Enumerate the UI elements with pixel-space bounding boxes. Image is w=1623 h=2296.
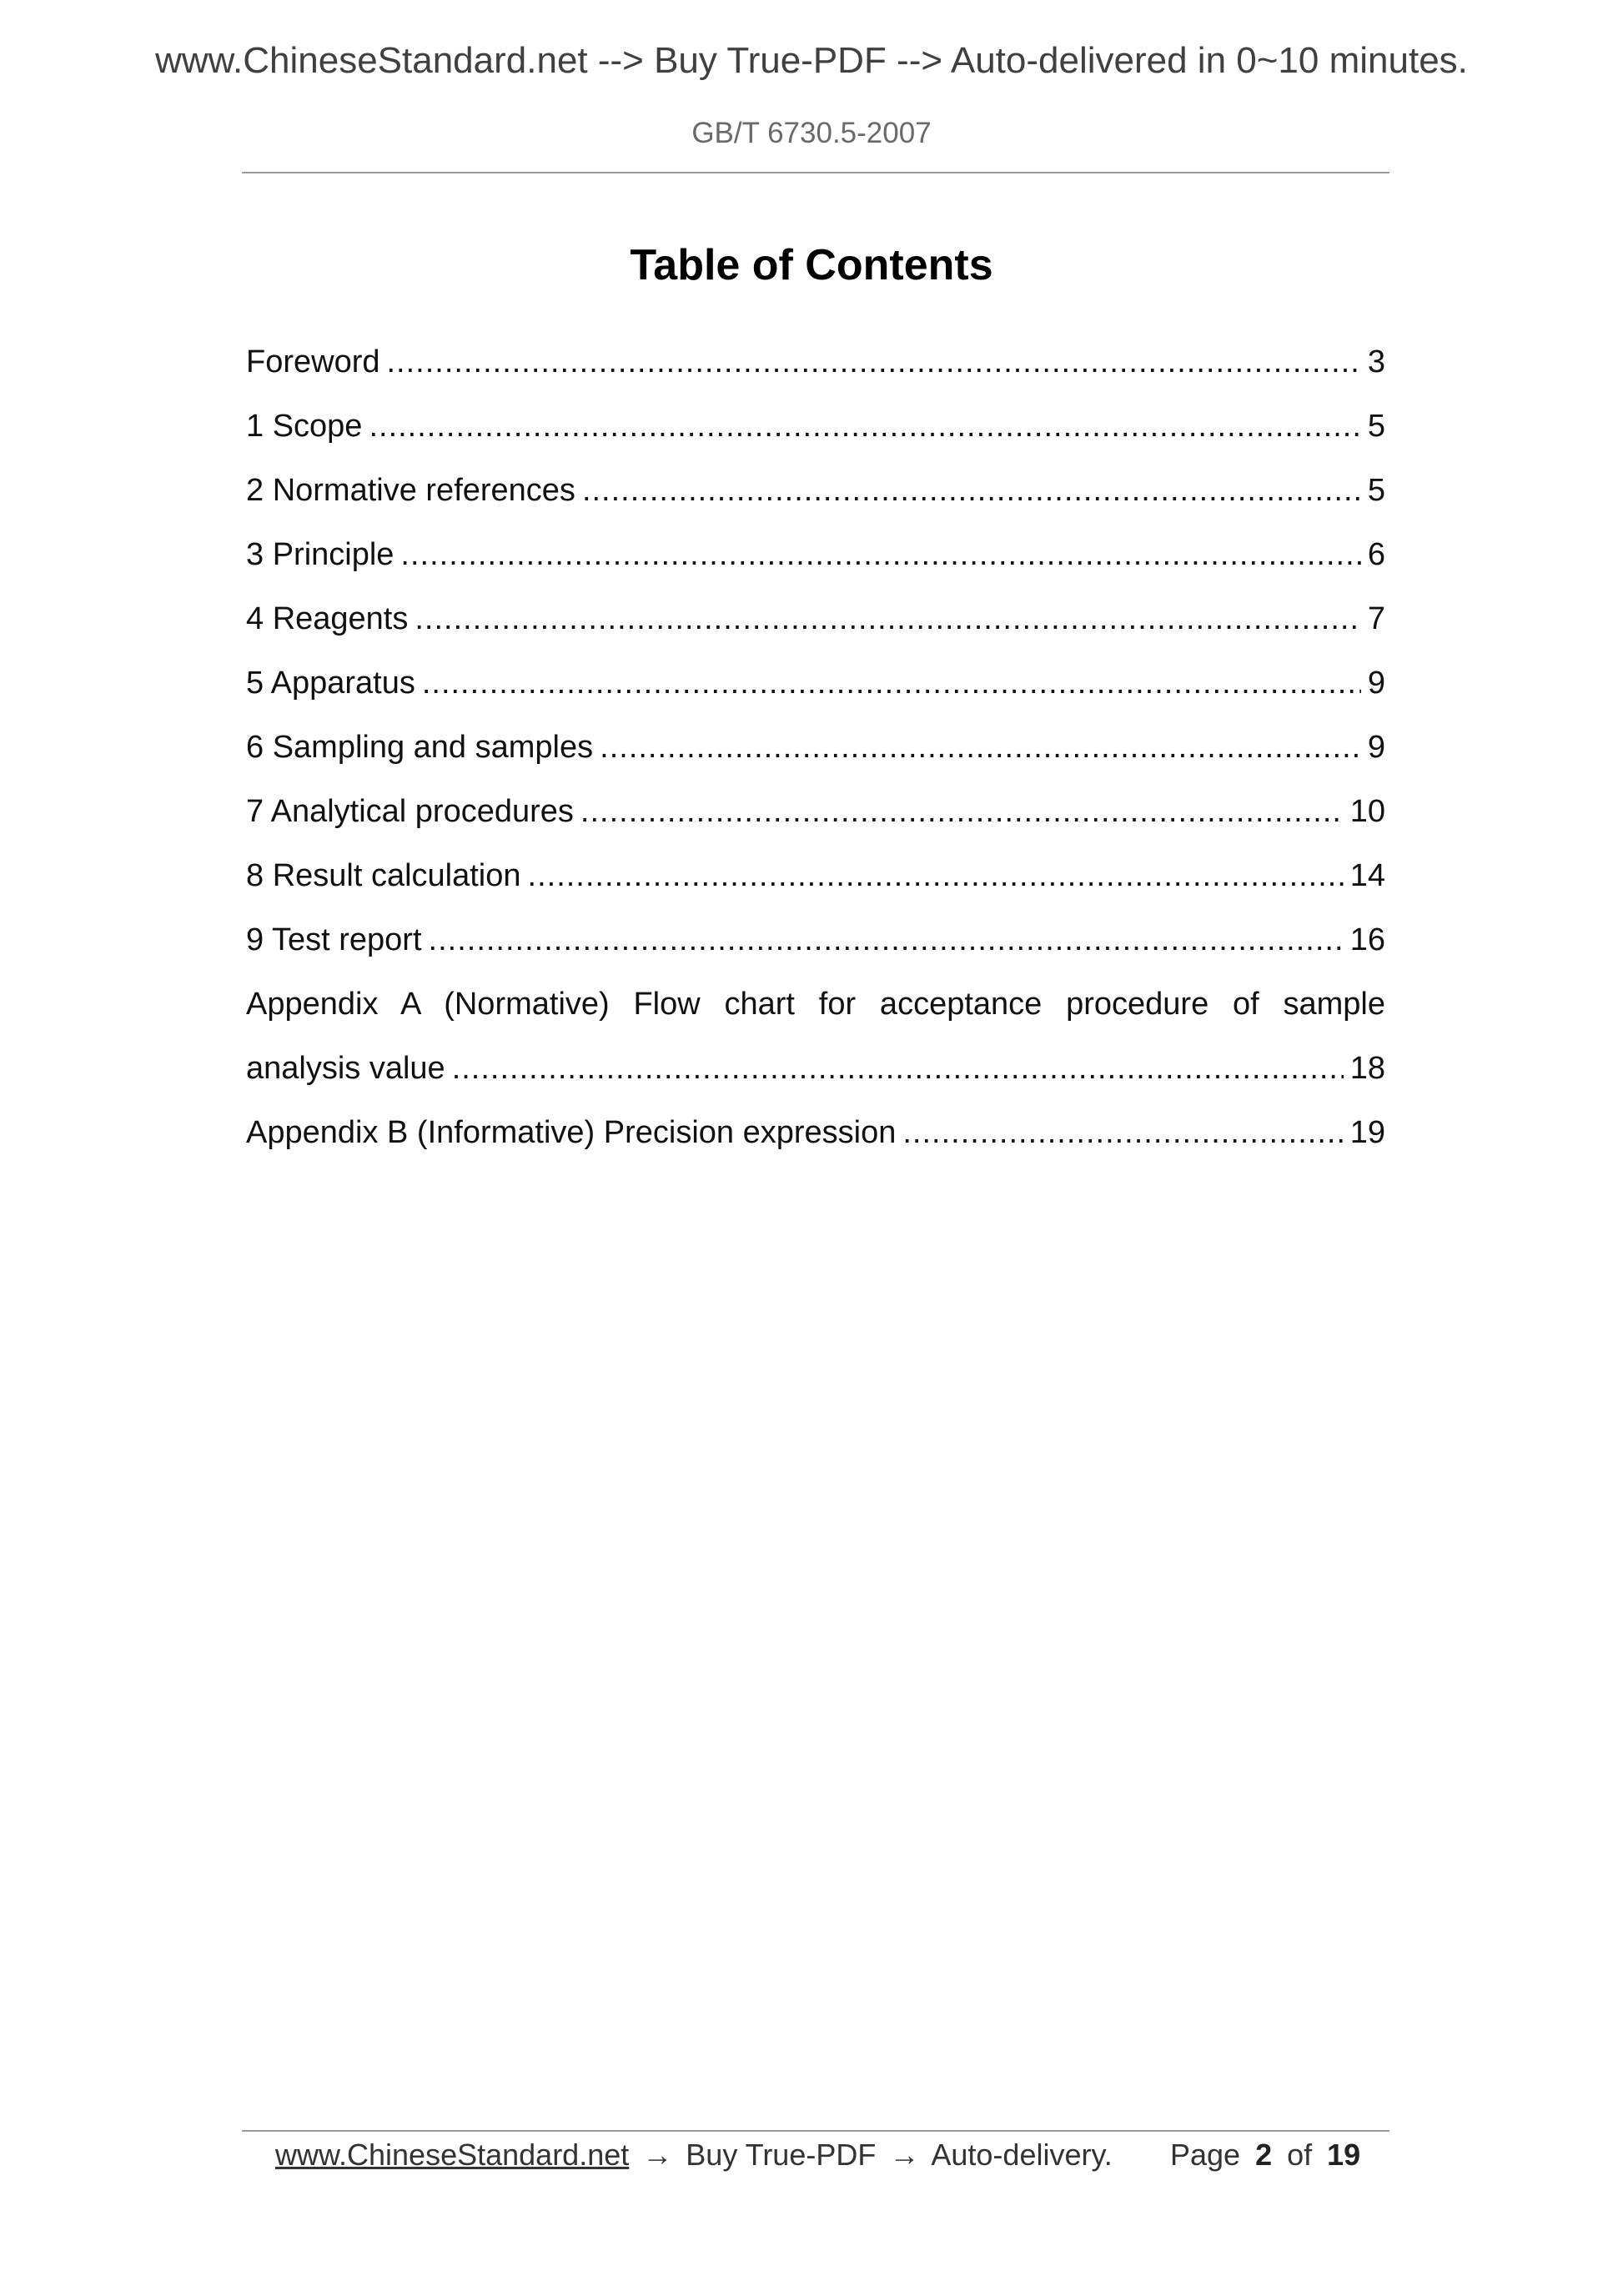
footer-buy-text: Buy True-PDF [686,2138,877,2172]
toc-entry-page: 5 [1367,409,1385,444]
toc-entry-label: 2 Normative references [246,473,575,508]
toc-entry-page: 16 [1349,922,1385,957]
toc-entry-scope[interactable] [246,404,1385,468]
toc-entry-label: 6 Sampling and samples [246,730,594,765]
toc-entry-label: Appendix B (Informative) Precision expression [246,1115,897,1150]
toc-entry-page: 14 [1349,858,1385,893]
toc-dot-leader [415,596,1360,642]
toc-entry-page: 19 [1349,1115,1385,1150]
toc-entry-label: 4 Reagents [246,601,409,636]
toc-entry-label: 1 Scope [246,409,363,444]
page-total: 19 [1327,2138,1361,2172]
toc-entry-label: Foreword [246,344,380,379]
standard-code: GB/T 6730.5-2007 [691,117,932,149]
toc-entry-reagents[interactable] [246,596,1385,661]
toc-entry-foreword[interactable] [246,339,1385,404]
footer-delivery-text: Auto-delivery. [931,2138,1113,2172]
toc-entry-appendix-a[interactable] [246,1046,1385,1110]
toc-dot-leader [528,853,1344,899]
header-divider [242,172,1389,173]
toc-entry-page: 9 [1367,666,1385,701]
toc-entry-apparatus[interactable] [246,661,1385,725]
toc-entry-label: analysis value [246,1051,445,1086]
top-banner: www.ChineseStandard.net --> Buy True-PDF --> Auto-delivered in 0~10 minutes. [155,40,1468,81]
toc-entry-page: 7 [1367,601,1385,636]
toc-entry-label: 9 Test report [246,922,422,957]
toc-dot-leader [369,404,1360,450]
page-current: 2 [1255,2138,1273,2172]
toc-entry-appendix-a-line1[interactable]: Appendix A (Normative) Flow chart for acceptance procedure of sample [246,987,1385,1022]
footer-links [275,2132,1113,2178]
toc-entry-label: 5 Apparatus [246,666,415,701]
toc-entry-label: 8 Result calculation [246,858,521,893]
toc-dot-leader [452,1046,1344,1092]
toc-entry-sampling[interactable] [246,725,1385,789]
toc-dot-leader [582,468,1361,514]
toc-entry-appendix-b[interactable] [246,1110,1385,1174]
toc-dot-leader [600,725,1361,771]
toc-entry-label: 7 Analytical procedures [246,794,574,829]
table-of-contents [246,339,1385,1174]
toc-entry-result-calculation[interactable] [246,853,1385,917]
footer-site-link[interactable]: www.ChineseStandard.net [275,2138,630,2172]
arrow-right-icon: → [889,2138,920,2172]
toc-dot-leader [422,661,1361,706]
toc-entry-page: 18 [1349,1051,1385,1086]
page-number [1170,2132,1360,2178]
toc-entry-test-report[interactable] [246,917,1385,982]
toc-entry-analytical-procedures[interactable] [246,789,1385,853]
page-footer [275,2132,1359,2178]
arrow-right-icon: → [642,2138,673,2172]
toc-dot-leader [902,1110,1343,1156]
toc-dot-leader [429,917,1344,963]
of-word: of [1287,2138,1313,2172]
toc-entry-normative-references[interactable] [246,468,1385,532]
toc-dot-leader [580,789,1344,835]
toc-dot-leader [387,339,1361,385]
toc-dot-leader [400,532,1360,578]
toc-title: Table of Contents [630,241,993,289]
toc-entry-principle[interactable] [246,532,1385,596]
toc-entry-page: 3 [1367,344,1385,379]
toc-entry-page: 5 [1367,473,1385,508]
toc-entry-page: 9 [1367,730,1385,765]
toc-entry-label: 3 Principle [246,537,394,572]
page-word: Page [1170,2138,1241,2172]
toc-entry-page: 6 [1367,537,1385,572]
toc-entry-page: 10 [1349,794,1385,829]
